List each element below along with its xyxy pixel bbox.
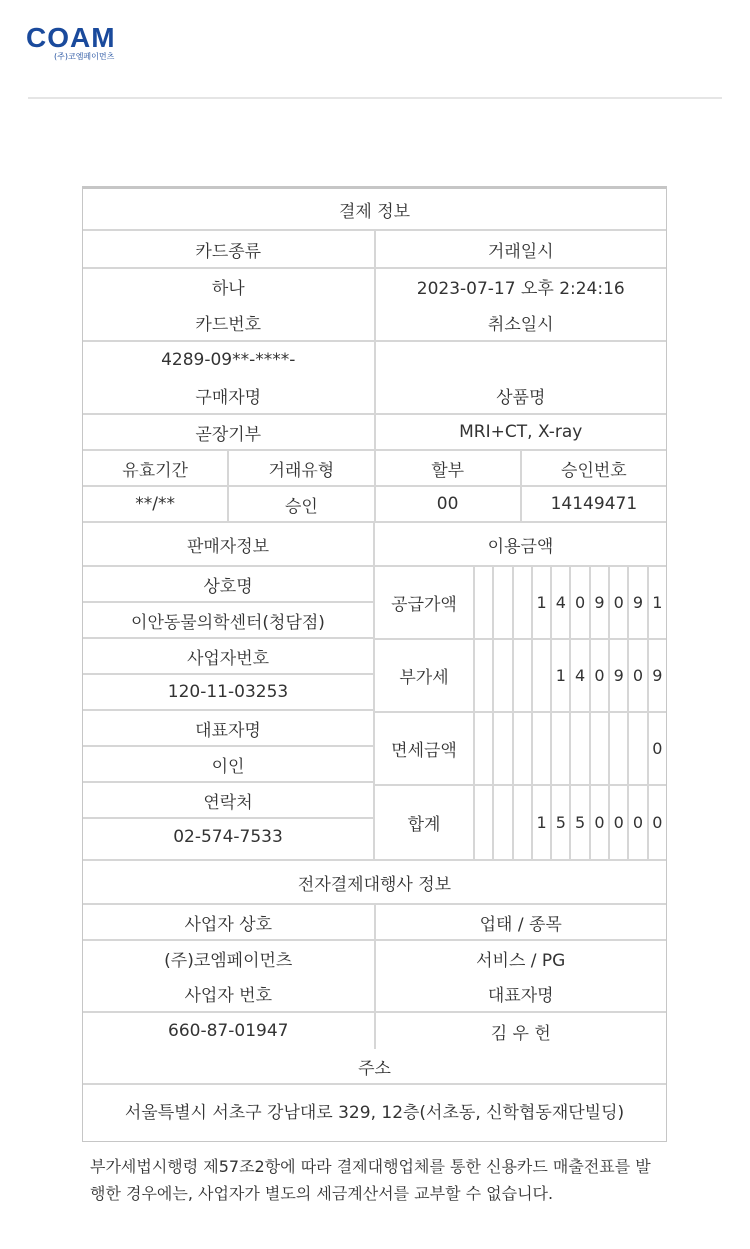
amount-label: 공급가액	[375, 567, 475, 638]
pg-bizno-label: 사업자 번호	[184, 986, 272, 1006]
cancel-date-label: 취소일시	[487, 314, 554, 335]
seller-ceo-label: 대표자명	[83, 711, 373, 747]
amount-digit	[514, 567, 533, 638]
amount-label: 합계	[375, 786, 475, 859]
amount-digit: 9	[629, 567, 648, 638]
amount-digit: 1	[533, 786, 552, 859]
payment-row-5	[83, 451, 666, 487]
pg-address-row	[83, 1085, 666, 1141]
amount-digit: 1	[652, 593, 663, 612]
card-no: 4289-09**-****-	[161, 349, 296, 370]
pg-row-2	[83, 941, 666, 1013]
seller-bizno: 120-11-03253	[83, 675, 373, 711]
amount-digit	[629, 713, 648, 784]
amount-digit: 0	[629, 786, 648, 859]
amount-digit: 0	[610, 567, 629, 638]
buyer-label: 구매자명	[195, 387, 262, 408]
pg-bizno: 660-87-01947	[83, 1013, 376, 1049]
payment-row-4	[83, 415, 666, 451]
amount-digit	[475, 567, 494, 638]
amount-row	[375, 713, 666, 786]
trans-type: 승인	[229, 487, 375, 521]
pg-ceo-label: 대표자명	[487, 986, 554, 1006]
coam-logo	[26, 24, 136, 62]
pg-address-label: 주소	[358, 1058, 391, 1079]
approval: 14149471	[550, 494, 638, 514]
amount-digit: 5	[552, 786, 571, 859]
card-no-label: 카드번호	[195, 314, 262, 335]
seller-contact: 02-574-7533	[173, 827, 283, 847]
amount-digit	[475, 713, 494, 784]
installment: 00	[376, 487, 522, 521]
amount-digit: 4	[552, 567, 571, 638]
amount-digit: 0	[610, 786, 629, 859]
seller-info	[83, 567, 375, 859]
product-label: 상품명	[496, 387, 546, 408]
trans-date-label: 거래일시	[487, 241, 554, 262]
amount-digit	[514, 640, 533, 711]
amount-digit: 5	[571, 786, 590, 859]
pg-ceo: 김 우 헌	[490, 1023, 551, 1044]
amount-digit	[475, 640, 494, 711]
amount-digit	[533, 713, 552, 784]
installment-label: 할부	[376, 451, 522, 485]
amount-label: 면세금액	[375, 713, 475, 784]
pg-type-label: 업태 / 종목	[479, 914, 562, 935]
payment-row-6	[83, 487, 666, 523]
header-divider	[28, 97, 722, 99]
cancel-date	[376, 342, 667, 378]
pg-name: (주)코엠페이먼츠	[164, 951, 293, 971]
amount-digit: 0	[591, 786, 610, 859]
card-type: 하나	[211, 279, 245, 300]
pg-title: 전자결제대행사 정보	[297, 874, 452, 895]
payment-row-2	[83, 269, 666, 342]
amount-digit	[514, 713, 533, 784]
pg-title-row	[83, 861, 666, 905]
card-col	[83, 269, 376, 340]
amount-digit: 0	[652, 739, 663, 758]
pg-name-label: 사업자 상호	[83, 905, 376, 939]
amount-digit	[475, 786, 494, 859]
amount-digit: 9	[610, 640, 629, 711]
amount-digit: 0	[591, 640, 610, 711]
seller-bizno-label: 사업자번호	[83, 639, 373, 675]
amount-title: 이용금액	[487, 536, 554, 557]
amount-row	[375, 567, 666, 640]
cancel-col	[376, 342, 667, 413]
expiry-label: 유효기간	[83, 451, 229, 485]
buyer: 곧장기부	[83, 415, 376, 449]
amount-digit	[494, 640, 513, 711]
pg-address: 서울특별시 서초구 강남대로 329, 12층(서초동, 신학협동재단빌딩)	[124, 1103, 625, 1123]
amount-digit: 1	[533, 567, 552, 638]
pg-right-col	[376, 941, 667, 1011]
amount-row	[375, 640, 666, 713]
amount-digit	[533, 640, 552, 711]
product: MRI+CT, X-ray	[459, 422, 583, 442]
cardno-col	[83, 342, 376, 413]
amount-digit: 9	[591, 567, 610, 638]
amount-digit: 4	[571, 640, 590, 711]
amount-info	[375, 567, 666, 859]
amount-digit	[494, 567, 513, 638]
amount-digit: 0	[571, 567, 590, 638]
amount-digit	[571, 713, 590, 784]
pg-address-label-row	[83, 1049, 666, 1085]
amount-digit: 0	[652, 813, 663, 832]
amount-digit	[514, 786, 533, 859]
payment-title: 결제 정보	[338, 201, 411, 222]
payment-header-row	[83, 231, 666, 269]
card-type-label: 카드종류	[83, 231, 376, 267]
amount-digit: 1	[552, 640, 571, 711]
pg-left-col	[83, 941, 376, 1011]
seller-title: 판매자정보	[83, 523, 375, 565]
seller-ceo: 이인	[83, 747, 373, 783]
amount-digit	[552, 713, 571, 784]
date-col	[376, 269, 667, 340]
receipt-table	[82, 186, 667, 1142]
seller-name-label: 상호명	[83, 567, 373, 603]
amount-digit	[494, 786, 513, 859]
amount-digit	[610, 713, 629, 784]
trans-date: 2023-07-17 오후 2:24:16	[416, 279, 625, 300]
amount-digit	[494, 713, 513, 784]
expiry: **/**	[83, 487, 229, 521]
trans-type-label: 거래유형	[229, 451, 375, 485]
pg-type: 서비스 / PG	[476, 951, 566, 971]
pg-header-row	[83, 905, 666, 941]
logo-subtext: (주)코엠페이먼츠	[54, 52, 115, 61]
seller-contact-label: 연락처	[83, 783, 373, 819]
logo-text: COAM	[26, 22, 116, 53]
amount-digit: 9	[652, 666, 663, 685]
seller-amount-title-row	[83, 523, 666, 567]
tax-notice: 부가세법시행령 제57조2항에 따라 결제대행업체를 통한 신용카드 매출전표를 발행한 경우에는, 사업자가 별도의 세금계산서를 교부할 수 없습니다.	[90, 1157, 651, 1203]
seller-name: 이안동물의학센터(청담점)	[83, 603, 373, 639]
amount-label: 부가세	[375, 640, 475, 711]
amount-row	[375, 786, 666, 859]
pg-row-3	[83, 1013, 666, 1049]
approval-label: 승인번호	[561, 460, 627, 481]
seller-amount-section	[83, 567, 666, 861]
amount-digit: 0	[629, 640, 648, 711]
payment-row-3	[83, 342, 666, 415]
payment-title-row	[83, 189, 666, 231]
amount-digit	[591, 713, 610, 784]
